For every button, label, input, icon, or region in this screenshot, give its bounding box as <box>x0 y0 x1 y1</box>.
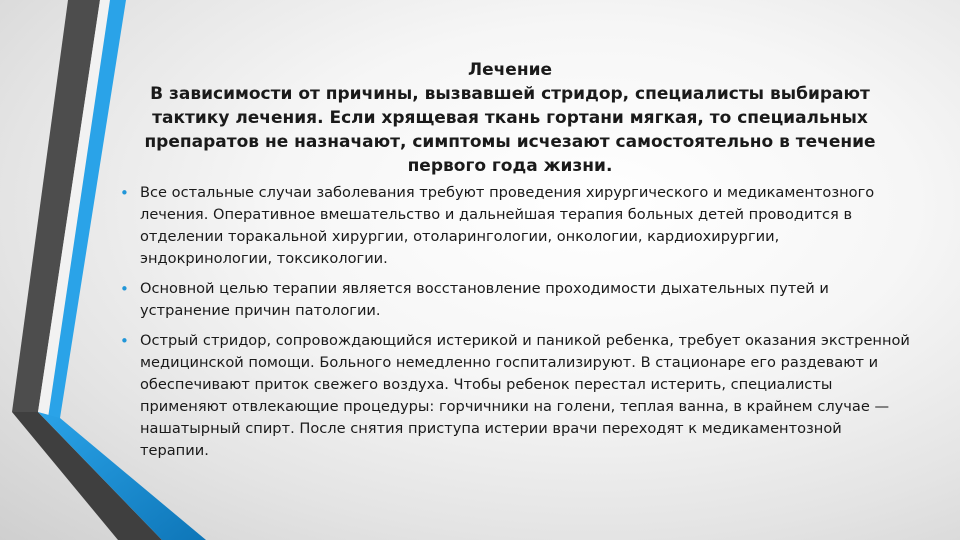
list-item-text: Основной целью терапии является восстановление проходимости дыхательных путей и устранение причин патологии. <box>140 280 829 319</box>
title-heading: Лечение <box>467 60 553 80</box>
bullet-icon: • <box>120 280 129 298</box>
slide-title <box>140 58 880 178</box>
list-item-text: Острый стридор, сопровождающийся истерикой и паникой ребенка, требует оказания экстренной медицинской помощи. Больного немедленно госпитализируют. В стационаре его раздевают и обеспечивают приток свежего воздуха. Чтобы ребенок перестал истерить, специалисты применяют отвлекающие процедуры: горчичники на голени, теплая ванна, в крайнем случае — нашатырный спирт. После снятия приступа истерии врачи переходят к медикаментозной терапии. <box>140 332 910 459</box>
list-item <box>120 182 910 270</box>
bullet-icon: • <box>120 184 129 202</box>
title-intro-text: В зависимости от причины, вызвавшей стридор, специалисты выбирают тактику лечения. Если хрящевая ткань гортани мягкая, то специальных препаратов не назначают, симптомы исчезают самостоятельно в течение первого года жизни. <box>144 84 876 176</box>
list-item-text: Все остальные случаи заболевания требуют проведения хирургического и медикаментозного лечения. Оперативное вмешательство и дальнейшая терапия больных детей проводится в отделении торакальной хирургии, отоларингологии, онкологии, кардиохирургии, эндокринологии, токсикологии. <box>140 184 875 267</box>
bullet-list <box>120 182 910 470</box>
list-item <box>120 278 910 322</box>
list-item <box>120 330 910 462</box>
bullet-icon: • <box>120 332 129 350</box>
